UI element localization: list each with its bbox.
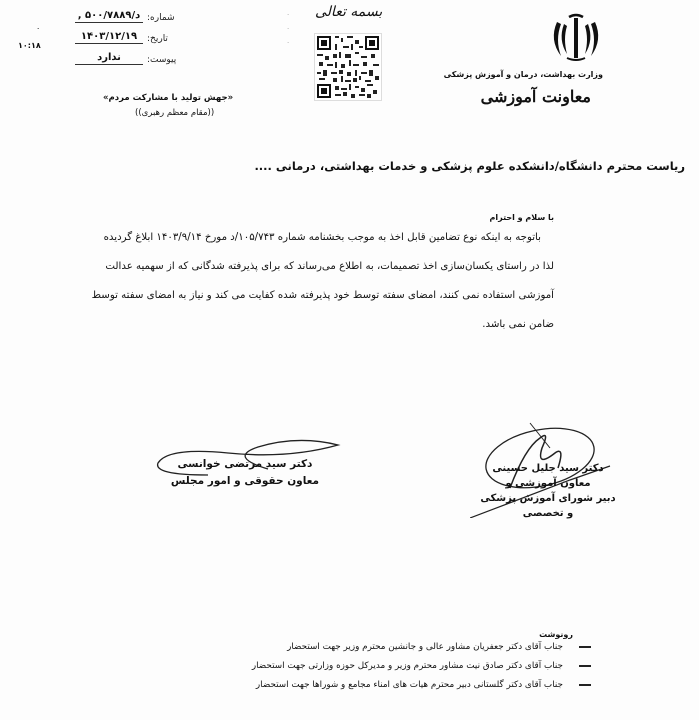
addressee: ریاست محترم دانشگاه/دانشکده علوم پزشکی و خدمات بهداشتی، درمانی .... xyxy=(254,159,685,173)
iran-emblem-icon xyxy=(547,12,605,64)
basmala: بسمه تعالی xyxy=(315,4,383,20)
cc-item xyxy=(252,661,591,671)
signer-title: معاون آموزشی و xyxy=(505,478,591,489)
cc-item-text: جناب آقای دکتر جعفریان مشاور عالی و جانشین محترم وزیر جهت استحضار xyxy=(287,642,563,652)
letter-number-field xyxy=(75,10,175,23)
signer-name: دکتر سید مرتضی خوانسی xyxy=(177,458,313,470)
attachment-field xyxy=(75,52,176,65)
ministry-name: وزارت بهداشت، درمان و آموزش پزشکی xyxy=(443,70,603,79)
letter-date-value: ۱۴۰۳/۱۲/۱۹ xyxy=(75,31,143,44)
letter-number-label: شماره: xyxy=(147,13,175,23)
slogan-source: ((مقام معظم رهبری)) xyxy=(135,108,215,118)
cc-item-text: جناب آقای دکتر صادق نیت مشاور محترم وزیر و مدیرکل حوزه وزارتی جهت استحضار xyxy=(251,661,563,671)
letter-date-field xyxy=(75,31,168,44)
cc-item-text: جناب آقای دکتر گلستانی دبیر محترم هیات های امناء مجامع و شوراها جهت استحضار xyxy=(255,680,563,690)
signature-block-legal xyxy=(160,456,330,490)
slogan: «جهش تولید با مشارکت مردم» xyxy=(103,93,234,103)
deputy-name: معاونت آموزشی xyxy=(480,87,591,106)
letter-date-label: تاریخ: xyxy=(147,34,168,44)
qr-code-icon xyxy=(314,33,382,101)
body-line: ضامن نمی باشد. xyxy=(482,319,554,330)
signer-name: دکتر سید جلیل حسینی xyxy=(492,463,604,474)
signature-block-education xyxy=(478,461,618,521)
cc-title: رونوشت xyxy=(539,630,573,639)
signer-title: دبیر شورای آموزش پزشکی و تخصصی xyxy=(480,493,616,519)
letter-number-value: د/۵۰۰/۷۸۸۹ , xyxy=(75,10,143,23)
body-line: لذا در راستای یکسان‌سازی اخذ تصمیمات، به اطلاع می‌رساند که برای پذیرفته شدگانی که از سهمیه عدالت xyxy=(105,261,554,272)
attachment-value: ندارد xyxy=(75,52,143,65)
body-line: باتوجه به اینکه نوع تضامین قابل اخذ به موجب بخشنامه شماره ۱۰۵/۷۴۳/د مورخ ۱۴۰۳/۹/۱۴ ابلاغ گردیده xyxy=(103,232,541,243)
dash-icon xyxy=(579,684,591,686)
signer-title: معاون حقوقی و امور مجلس xyxy=(170,475,320,487)
dash-icon xyxy=(579,665,591,667)
dash-icon xyxy=(579,646,591,648)
scan-marks: · · · xyxy=(287,11,290,47)
body-line: آموزشی استفاده نمی کنند، امضای سفته توسط خود پذیرفته شده کفایت می کند و نیاز به امضای سفته توسط xyxy=(91,290,554,301)
side-time: ۱۰:۱۸ xyxy=(18,41,41,50)
attachment-label: پیوست: xyxy=(147,55,177,65)
side-mark: ۰ xyxy=(36,24,41,33)
greeting: با سلام و احترام xyxy=(489,213,554,222)
cc-item xyxy=(287,642,591,652)
cc-item xyxy=(256,680,591,690)
